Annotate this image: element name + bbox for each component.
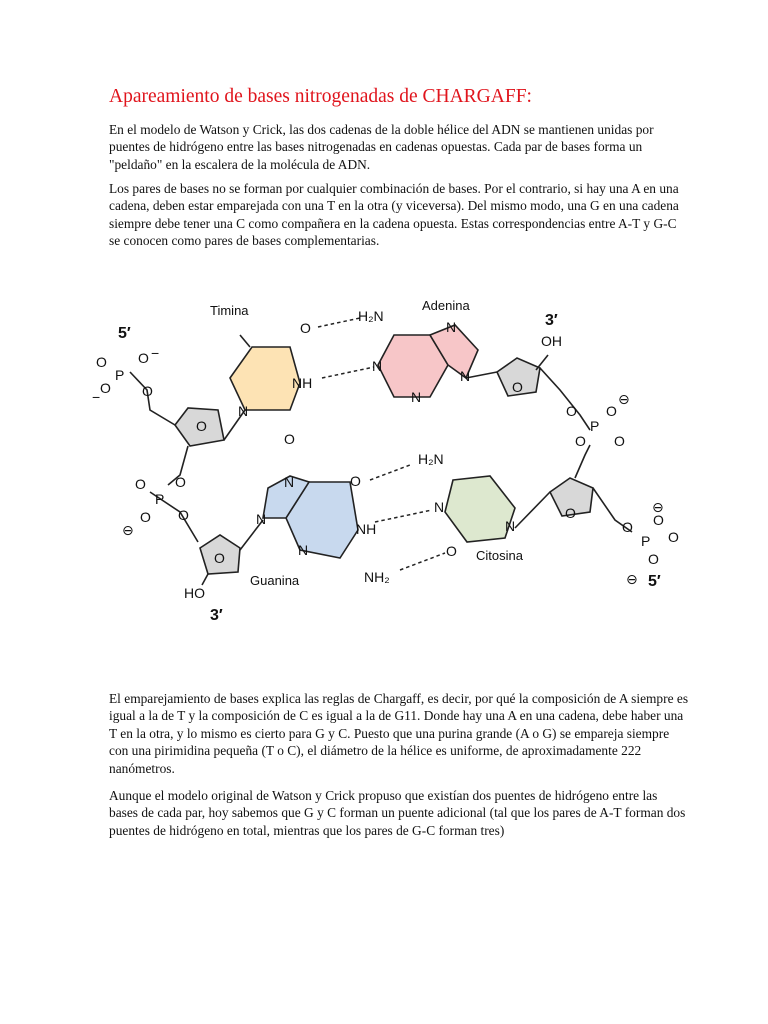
atom-guanine-o: O — [350, 473, 361, 489]
atom-sugar3-o: O — [214, 550, 225, 566]
atom-cytosine-n-right: N — [505, 518, 516, 534]
atom-adenine-n-right: N — [460, 368, 471, 384]
atom-ho: HO — [184, 585, 205, 601]
atom-p2-o-top: O — [175, 474, 186, 490]
atom-p3-minus-circle: ⊖ — [618, 391, 630, 407]
paragraph-pairing-rules: Los pares de bases no se forman por cualquier combinación de bases. Por el contrario, si hay una A en una cadena, deben estar emparejada con una T en la otra (y viceversa). Del mismo modo, una G en una cadena siempre debe tener una C como compañera en la cadena opuesta. Estas correspondencias entre A-T y G-C se conocen como pares de bases complementarias. — [109, 181, 679, 249]
atom-p4-o-top: O — [653, 512, 664, 528]
atom-cytosine-o: O — [446, 543, 457, 559]
paragraph-intro: En el modelo de Watson y Crick, las dos cadenas de la doble hélice del ADN se mantienen unidas por puentes de hidrógeno entre las bases nitrogenadas en cadenas opuestas. Cada par de bases forma un "peldaño" en la escalera de la molécula de ADN. — [109, 122, 654, 172]
atom-p2-o-bottom: O — [140, 509, 151, 525]
atom-thymine-nh: NH — [292, 375, 313, 391]
atom-p4-o-right: O — [668, 529, 679, 545]
end-5-top-left: 5′ — [118, 325, 131, 342]
atom-p3-o-top: O — [606, 403, 617, 419]
atom-guanine-n-bottom: N — [298, 542, 309, 558]
atom-guanine-n-top: N — [284, 474, 295, 490]
atom-p2-p: P — [155, 491, 165, 507]
atom-cytosine-h2n: H₂N — [418, 451, 444, 467]
atom-p1-p: P — [115, 367, 125, 383]
atom-adenine-n-left: N — [372, 358, 383, 374]
atom-p1-o-bottom: O — [100, 380, 111, 396]
atom-p3-o-right: O — [614, 433, 625, 449]
atom-p4-minus-circle-top: ⊖ — [652, 499, 664, 515]
thymine-ring — [230, 347, 300, 410]
end-3-bottom-left: 3′ — [210, 607, 223, 624]
atom-p2-minus-circle: ⊖ — [122, 522, 134, 538]
atom-p1-minus: − — [151, 345, 160, 361]
atom-sugar2-o: O — [512, 379, 523, 395]
atom-thymine-o-bottom: O — [284, 431, 295, 447]
atom-p3-p: P — [590, 418, 600, 434]
page-title: Apareamiento de bases nitrogenadas de CHARGAFF: — [109, 86, 532, 107]
label-adenina: Adenina — [422, 298, 470, 313]
paragraph-chargaff-rules: El emparejamiento de bases explica las reglas de Chargaff, es decir, por qué la composición de A siempre es igual a la de T y la composición de C es igual a la de G11. Donde hay una A en una cadena, debe haber una T en la otra, y lo mismo es cierto para G y C. Puesto que una purina grande (A o G) se empareja siempre con una pirimidina pequeña (T o C), el diámetro de la hélice es uniforme, de aproximadamente 222 nanómetros. — [109, 691, 689, 776]
atom-sugar1-o: O — [196, 418, 207, 434]
atom-p2-o-left: O — [135, 476, 146, 492]
atom-adenine-n-top: N — [446, 319, 457, 335]
atom-p4-o-ester: O — [622, 519, 633, 535]
label-guanina: Guanina — [250, 573, 300, 588]
atom-guanine-n-left: N — [256, 511, 267, 527]
atom-p1-o-ester: O — [142, 383, 153, 399]
atom-cytosine-n-left: N — [434, 499, 445, 515]
atom-p1-minus-bottom: − — [92, 389, 101, 405]
paragraph-hydrogen-bonds: Aunque el modelo original de Watson y Crick propuso que existían dos puentes de hidrógeno entre las bases de cada par, hoy sabemos que G y C forman un puente adicional (tal que los pares de A-T forman dos puentes de hidrógeno en total, mientras que los pares de G-C forman tres) — [109, 788, 686, 838]
label-timina: Timina — [210, 303, 249, 318]
atom-p4-p: P — [641, 533, 651, 549]
end-5-bottom-right: 5′ — [648, 573, 661, 590]
atom-p1-o-top-right: O — [138, 350, 149, 366]
atom-adenine-h2n: H₂N — [358, 308, 384, 324]
atom-guanine-nh2: NH₂ — [364, 569, 390, 585]
atom-p4-o-bottom: O — [648, 551, 659, 567]
atom-p3-o-bottom: O — [575, 433, 586, 449]
atom-thymine-n: N — [238, 403, 249, 419]
atom-p2-o-ester: O — [178, 507, 189, 523]
atom-p3-o-ester: O — [566, 403, 577, 419]
atom-sugar4-o: O — [565, 505, 576, 521]
atom-p1-o-top-left: O — [96, 354, 107, 370]
atom-oh: OH — [541, 333, 562, 349]
atom-p4-minus-circle-bottom: ⊖ — [626, 571, 638, 587]
atom-thymine-o-top: O — [300, 320, 311, 336]
label-citosina: Citosina — [476, 548, 523, 563]
end-3-top-right: 3′ — [545, 312, 558, 329]
atom-guanine-nh: NH — [356, 521, 377, 537]
atom-adenine-n-bottom: N — [411, 389, 422, 405]
base-pairing-diagram — [0, 280, 768, 630]
